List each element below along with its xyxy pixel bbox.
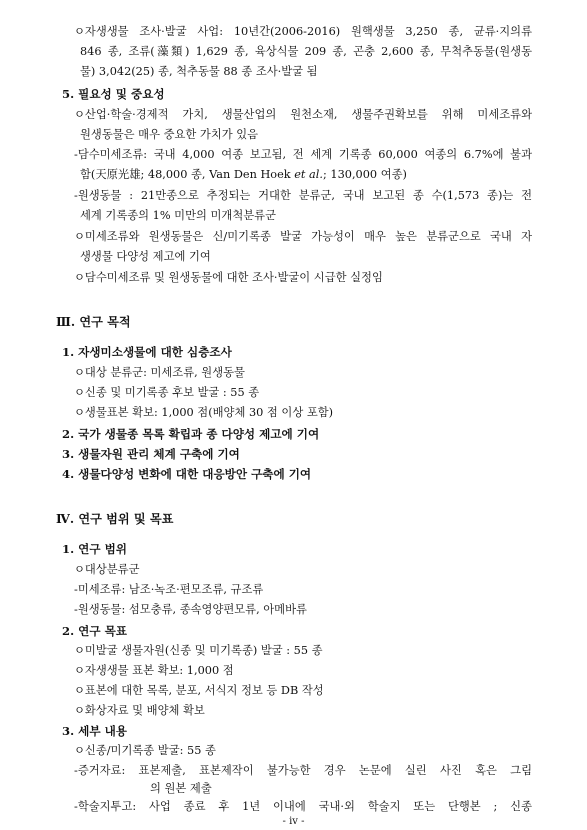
freshwater-algae-text-a: 함(天原光雄; 48,000 종, Van Den Hoek — [80, 168, 295, 181]
evidence-line-2: 의 원본 제출 — [150, 782, 212, 795]
goal-bullet-3: ㅇ표본에 대한 목록, 분포, 서식지 정보 등 DB 작성 — [74, 684, 324, 697]
detail-bullet-1: ㅇ신종/미기록종 발굴: 55 종 — [74, 744, 216, 757]
purpose-item-3: 3. 생물자원 관리 체계 구축에 기여 — [62, 447, 240, 461]
page-number: - iv - — [282, 816, 305, 827]
purpose-bullet-3: ㅇ생물표본 확보: 1,000 점(배양체 30 점 이상 포함) — [74, 406, 334, 419]
survey-bullet-line-2: 846 종, 조류(藻類) 1,629 종, 육상식물 209 종, 곤충 2,600 종, 무척추동물(원생동 — [80, 45, 532, 58]
heading-research-purpose: Ⅲ. 연구 목적 — [56, 315, 131, 329]
purpose-bullet-2: ㅇ신종 및 미기록종 후보 발굴 : 55 종 — [74, 386, 260, 399]
purpose-item-2: 2. 국가 생물종 목록 확립과 종 다양성 제고에 기여 — [62, 427, 320, 441]
necessity-bullet-1-line-1: ㅇ산업·학술·경제적 가치, 생물산업의 원천소재, 생물주권확보를 위해 미세조류와 — [74, 108, 532, 121]
journal-submission-line: -학술지투고: 사업 종료 후 1년 이내에 국내·외 학술지 또는 단행본 ; 신종 — [74, 800, 532, 813]
scope-dash-algae: -미세조류: 남조·녹조·편모조류, 규조류 — [74, 583, 264, 596]
scope-dash-protozoa: -원생동물: 섬모충류, 종속영양편모류, 아메바류 — [74, 603, 307, 616]
survey-bullet-line-3: 물) 3,042(25) 종, 척추동물 88 종 조사·발굴 됨 — [80, 65, 318, 78]
heading-necessity: 5. 필요성 및 중요성 — [62, 87, 165, 101]
survey-bullet-line-1: ㅇ자생생물 조사·발굴 사업: 10년간(2006-2016) 원핵생물 3,250 종, 균류·지의류 — [74, 25, 532, 38]
goal-bullet-4: ㅇ화상자료 및 배양체 확보 — [74, 704, 205, 717]
scope-bullet-target: ㅇ대상분류군 — [74, 563, 140, 576]
necessity-bullet-3: ㅇ담수미세조류 및 원생동물에 대한 조사·발굴이 시급한 실정임 — [74, 271, 383, 284]
necessity-bullet-1-line-2: 원생동물은 매우 중요한 가치가 있음 — [80, 128, 259, 141]
scope-item-2: 2. 연구 목표 — [62, 624, 127, 638]
purpose-item-4: 4. 생물다양성 변화에 대한 대응방안 구축에 기여 — [62, 467, 312, 481]
freshwater-algae-line-2 — [80, 167, 407, 183]
purpose-bullet-1: ㅇ대상 분류군: 미세조류, 원생동물 — [74, 366, 245, 379]
protozoa-line-1: -원생동물 : 21만종으로 추정되는 거대한 분류군, 국내 보고된 종 수(1,573 종)는 전 — [74, 189, 532, 202]
evidence-line-1: -증거자료: 표본제출, 표본제작이 불가능한 경우 논문에 실린 사진 혹은 그림 — [74, 764, 532, 777]
et-al-italic: et al. — [294, 168, 323, 181]
necessity-bullet-2-line-1: ㅇ미세조류와 원생동물은 신/미기록종 발굴 가능성이 매우 높은 분류군으로 국내 자 — [74, 230, 532, 243]
freshwater-algae-text-c: ; 130,000 여종) — [323, 168, 407, 181]
goal-bullet-2: ㅇ자생생물 표본 확보: 1,000 점 — [74, 664, 234, 677]
scope-item-1: 1. 연구 범위 — [62, 542, 127, 556]
purpose-item-1: 1. 자생미소생물에 대한 심층조사 — [62, 345, 232, 359]
scope-item-3: 3. 세부 내용 — [62, 724, 127, 738]
heading-scope-goals: Ⅳ. 연구 범위 및 목표 — [56, 512, 174, 526]
necessity-bullet-2-line-2: 생생물 다양성 제고에 기여 — [80, 250, 211, 263]
protozoa-line-2: 세계 기록종의 1% 미만의 미개척분류군 — [80, 209, 276, 222]
goal-bullet-1: ㅇ미발굴 생물자원(신종 및 미기록종) 발굴 : 55 종 — [74, 644, 323, 657]
freshwater-algae-line-1: -담수미세조류: 국내 4,000 여종 보고됨, 전 세계 기록종 60,000 여종의 6.7%에 불과 — [74, 148, 532, 161]
